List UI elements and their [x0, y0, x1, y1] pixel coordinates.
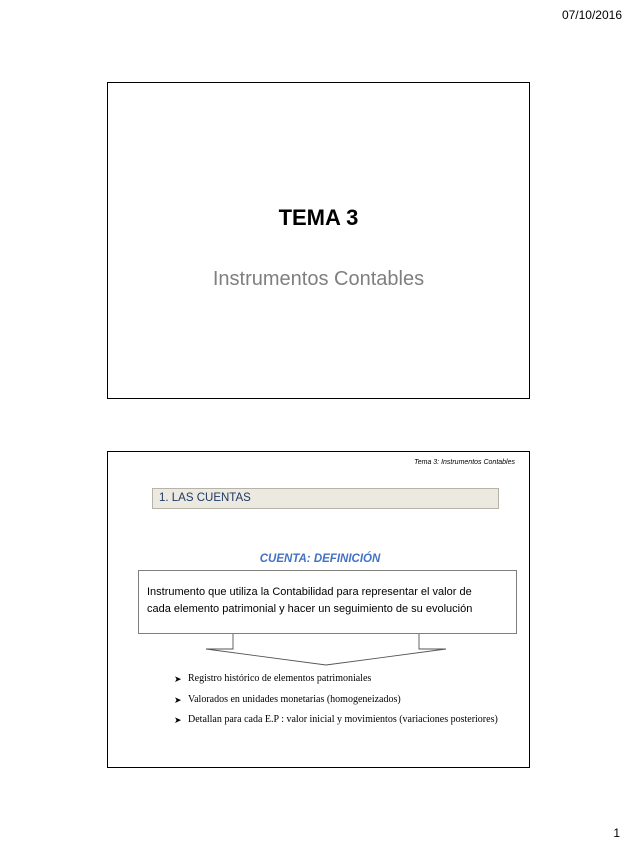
slide-1 — [107, 82, 530, 399]
bullet-arrow-icon: ➤ — [174, 694, 182, 705]
bullet-list — [174, 673, 514, 735]
slide-subtitle: Instrumentos Contables — [212, 268, 425, 290]
slide-header: Tema 3: Instrumentos Contables — [414, 459, 515, 466]
list-item: ➤ Registro histórico de elementos patrimoniales — [174, 673, 372, 684]
down-arrow-icon — [108, 452, 531, 682]
section-heading: 1. LAS CUENTAS — [152, 488, 499, 509]
bullet-arrow-icon: ➤ — [174, 674, 182, 684]
definition-line-1: Instrumento que utiliza la Contabilidad para representar el valor de — [147, 586, 472, 598]
slide-title: TEMA 3 — [278, 205, 359, 230]
slide-2 — [107, 451, 530, 768]
bullet-arrow-icon: ➤ — [174, 715, 182, 725]
definition-line-2: cada elemento patrimonial y hacer un seguimiento de su evolución — [147, 603, 473, 615]
list-item: ➤ Detallan para cada E.P : valor inicial y movimientos (variaciones posteriores) — [174, 714, 498, 725]
definition-title: CUENTA: DEFINICIÓN — [259, 553, 381, 565]
list-item: ➤ Valorados en unidades monetarias (homogeneizados) — [174, 693, 401, 705]
page-number: 1 — [613, 826, 620, 840]
print-date: 07/10/2016 — [561, 8, 622, 22]
